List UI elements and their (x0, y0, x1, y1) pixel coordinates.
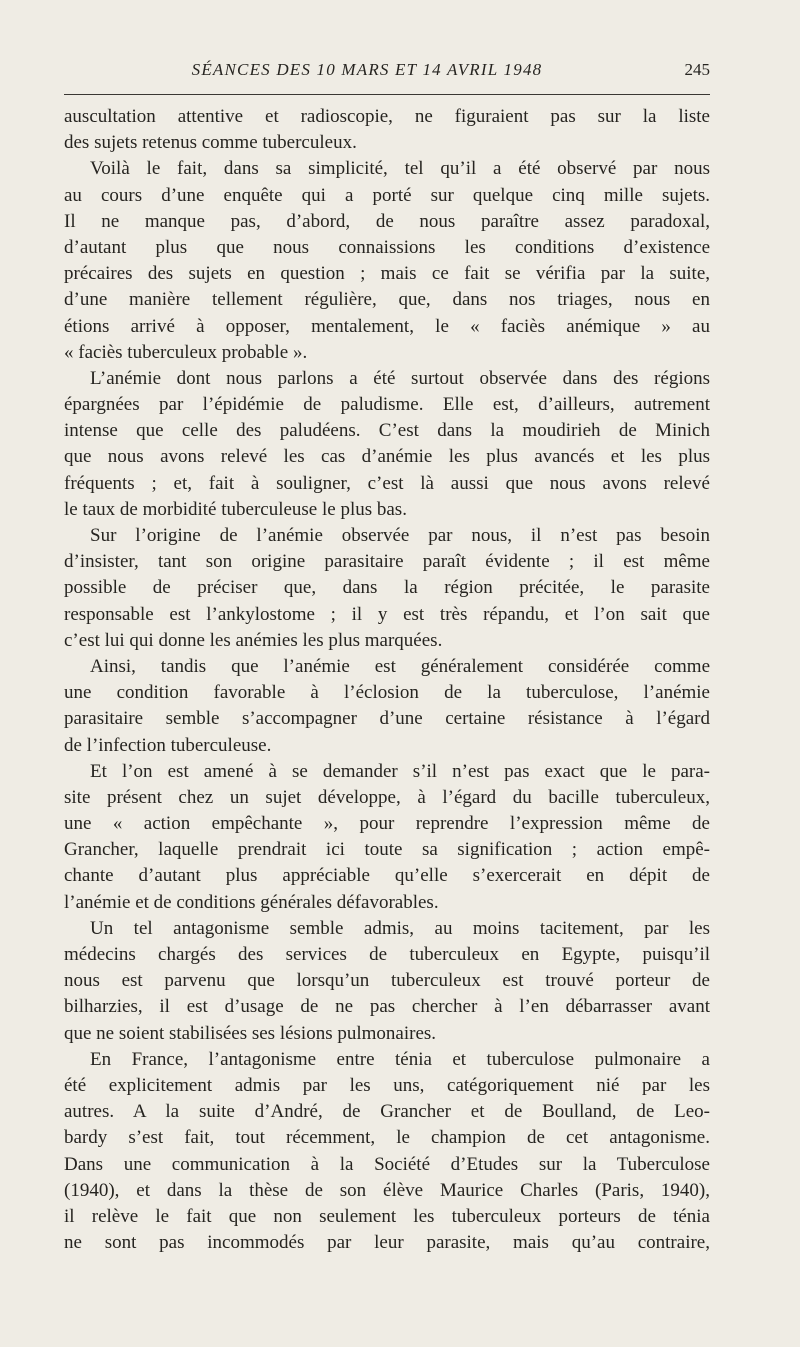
text-line: fréquents ; et, fait à souligner, c’est là aussi que nous avons relevé (64, 472, 710, 494)
text-line: étions arrivé à opposer, mentalement, le « faciès anémique » au (64, 315, 710, 337)
running-head (64, 58, 710, 88)
text-line: (1940), et dans la thèse de son élève Maurice Charles (Paris, 1940), (64, 1179, 710, 1201)
text-line: intense que celle des paludéens. C’est dans la moudirieh de Minich (64, 420, 710, 442)
text-line: Et l’on est amené à se demander s’il n’est pas exact que le para- (90, 760, 710, 782)
text-line: En France, l’antagonisme entre ténia et tuberculose pulmonaire a (90, 1048, 710, 1070)
text-line: d’insister, tant son origine parasitaire paraît évidente ; il est même (64, 551, 710, 573)
body-text (64, 104, 710, 1256)
text-line: L’anémie dont nous parlons a été surtout observée dans des régions (90, 367, 710, 389)
text-line: Voilà le fait, dans sa simplicité, tel qu’il a été observé par nous (90, 158, 710, 180)
text-line: d’autant plus que nous connaissions les conditions d’existence (64, 236, 710, 258)
text-line: chante d’autant plus appréciable qu’elle s’exercerait en dépit de (64, 865, 710, 887)
text-line: auscultation attentive et radioscopie, ne figuraient pas sur la liste (64, 106, 710, 127)
text-line: site présent chez un sujet développe, à l’égard du bacille tuberculeux, (64, 786, 710, 808)
text-line: autres. A la suite d’André, de Grancher et de Boulland, de Leo- (64, 1101, 710, 1123)
text-line: Ainsi, tandis que l’anémie est généralement considérée comme (90, 655, 710, 677)
text-line: Grancher, laquelle prendrait ici toute sa signification ; action empê- (64, 839, 710, 861)
text-line: précaires des sujets en question ; mais ce fait se vérifia par la suite, (64, 263, 710, 285)
page-number: 245 (684, 60, 710, 79)
text-line: l’anémie et de conditions générales défavorables. (64, 891, 439, 913)
text-line: épargnées par l’épidémie de paludisme. Elle est, d’ailleurs, autrement (64, 394, 710, 416)
text-line: que nous avons relevé les cas d’anémie les plus avancés et les plus (64, 446, 710, 468)
text-line: médecins chargés des services de tuberculeux en Egypte, puisqu’il (64, 944, 710, 965)
text-line: nous est parvenu que lorsqu’un tuberculeux est trouvé porteur de (64, 970, 710, 992)
text-line: « faciès tuberculeux probable ». (64, 341, 308, 363)
text-line: été explicitement admis par les uns, catégoriquement nié par les (64, 1074, 710, 1096)
text-line: des sujets retenus comme tuberculeux. (64, 132, 357, 154)
text-line: Dans une communication à la Société d’Etudes sur la Tuberculose (64, 1153, 710, 1175)
text-line: parasitaire semble s’accompagner d’une certaine résistance à l’égard (64, 708, 710, 730)
header-rule (64, 94, 710, 95)
text-line: que ne soient stabilisées ses lésions pulmonaires. (64, 1022, 437, 1044)
text-line: Il ne manque pas, d’abord, de nous paraître assez paradoxal, (64, 210, 710, 232)
text-line: responsable est l’ankylostome ; il y est très répandu, et l’on sait que (64, 603, 710, 625)
text-line: au cours d’une enquête qui a porté sur quelque cinq mille sujets. (64, 184, 710, 206)
text-line: ne sont pas incommodés par leur parasite, mais qu’au contraire, (64, 1232, 710, 1254)
text-line: Sur l’origine de l’anémie observée par nous, il n’est pas besoin (90, 525, 710, 546)
text-line: bilharzies, il est d’usage de ne pas chercher à l’en débarrasser avant (64, 996, 710, 1018)
running-title: SÉANCES DES 10 MARS ET 14 AVRIL 1948 (191, 60, 543, 79)
text-line: c’est lui qui donne les anémies les plus marquées. (64, 629, 443, 651)
text-line: une « action empêchante », pour reprendre l’expression même de (64, 813, 710, 835)
text-line: il relève le fait que non seulement les tuberculeux porteurs de ténia (64, 1205, 710, 1227)
text-line: une condition favorable à l’éclosion de la tuberculose, l’anémie (64, 682, 710, 704)
text-line: le taux de morbidité tuberculeuse le plus bas. (64, 498, 407, 520)
text-line: de l’infection tuberculeuse. (64, 734, 272, 756)
text-line: d’une manière tellement régulière, que, dans nos triages, nous en (64, 289, 710, 311)
text-line: possible de préciser que, dans la région précitée, le parasite (64, 577, 710, 599)
text-line: bardy s’est fait, tout récemment, le champion de cet antagonisme. (64, 1127, 710, 1149)
text-line: Un tel antagonisme semble admis, au moins tacitement, par les (90, 917, 710, 939)
